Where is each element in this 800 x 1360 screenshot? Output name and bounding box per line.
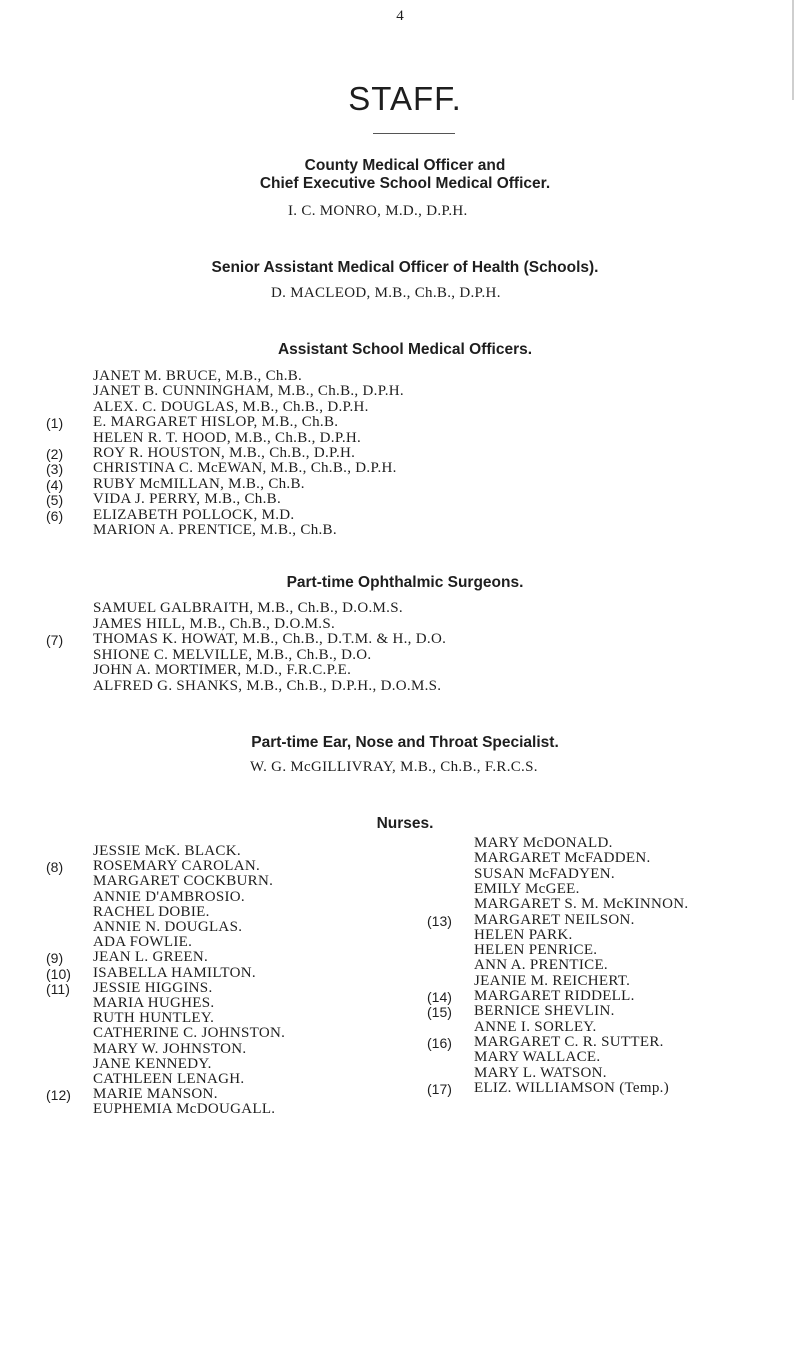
nurse-name: JEAN L. GREEN.: [93, 949, 209, 966]
ophth-name: THOMAS K. HOWAT, M.B., Ch.B., D.T.M. & H., D.O.: [93, 631, 447, 648]
asmo-name: ELIZABETH POLLOCK, M.D.: [93, 506, 295, 523]
nurse-name: HELEN PARK.: [474, 926, 573, 943]
nurse-name: MARIA HUGHES.: [93, 995, 215, 1011]
nurse-name: JESSIE HIGGINS.: [93, 979, 213, 996]
title-rule: [373, 133, 455, 134]
nurse-name: ADA FOWLIE.: [93, 934, 193, 951]
nurse-name: CATHERINE C. JOHNSTON.: [93, 1025, 286, 1042]
asmo-footnote-marker: (3): [46, 461, 64, 478]
nurses-heading: Nurses.: [376, 815, 434, 832]
ophth-name: JAMES HILL, M.B., Ch.B., D.O.M.S.: [93, 615, 336, 632]
nurse-name: EUPHEMIA McDOUGALL.: [93, 1101, 276, 1118]
nurse-name: JANE KENNEDY.: [93, 1055, 212, 1072]
asmo-name: ROY R. HOUSTON, M.B., Ch.B., D.P.H.: [93, 445, 356, 461]
nurse-name: ANN A. PRENTICE.: [474, 957, 608, 974]
nurse-name: MARY WALLACE.: [474, 1049, 601, 1066]
nurse-name: MARGARET McFADDEN.: [474, 850, 651, 867]
nurse-name: SUSAN McFADYEN.: [474, 865, 615, 882]
nurse-footnote-marker: (13): [427, 912, 452, 929]
asmo-name: VIDA J. PERRY, M.B., Ch.B.: [93, 491, 281, 508]
asmo-footnote-marker: (2): [46, 446, 64, 462]
nurse-name: MARGARET COCKBURN.: [93, 873, 274, 890]
ent-heading: Part-time Ear, Nose and Throat Specialist.: [251, 734, 559, 751]
nurse-footnote-marker: (12): [46, 1087, 71, 1104]
nurse-name: ANNIE N. DOUGLAS.: [93, 919, 243, 935]
ophth-name: SHIONE C. MELVILLE, M.B., Ch.B., D.O.: [93, 646, 372, 663]
asmo-footnote-marker: (5): [46, 492, 64, 509]
ophth-name: JOHN A. MORTIMER, M.D., F.R.C.P.E.: [93, 662, 352, 679]
asmo-name: CHRISTINA C. McEWAN, M.B., Ch.B., D.P.H.: [93, 460, 397, 477]
cmo-heading-line1: County Medical Officer and: [304, 157, 506, 174]
nurse-name: MARIE MANSON.: [93, 1086, 218, 1103]
nurse-name: MARY W. JOHNSTON.: [93, 1040, 247, 1057]
nurse-name: MARGARET S. M. McKINNON.: [474, 896, 689, 913]
nurse-name: MARY L. WATSON.: [474, 1064, 607, 1081]
nurse-name: ISABELLA HAMILTON.: [93, 964, 256, 981]
nurse-name: ANNIE D'AMBROSIO.: [93, 888, 245, 905]
nurse-name: EMILY McGEE.: [474, 880, 580, 897]
asmo-name: ALEX. C. DOUGLAS, M.B., Ch.B., D.P.H.: [93, 398, 369, 415]
nurse-footnote-marker: (8): [46, 859, 64, 876]
nurse-footnote-marker: (17): [427, 1080, 452, 1097]
page-title: STAFF.: [348, 80, 462, 117]
asmo-name: JANET B. CUNNINGHAM, M.B., Ch.B., D.P.H.: [93, 383, 404, 400]
ophth-name: SAMUEL GALBRAITH, M.B., Ch.B., D.O.M.S.: [93, 600, 403, 616]
asmo-footnote-marker: (1): [46, 415, 64, 432]
asmo-name: JANET M. BRUCE, M.B., Ch.B.: [93, 368, 303, 384]
nurse-footnote-marker: (15): [427, 1004, 452, 1021]
ophth-heading: Part-time Ophthalmic Surgeons.: [286, 574, 524, 591]
ophth-name: ALFRED G. SHANKS, M.B., Ch.B., D.P.H., D.O.M.S.: [93, 678, 442, 694]
asmo-footnote-marker: (4): [46, 476, 64, 493]
nurse-name: MARGARET NEILSON.: [474, 911, 635, 928]
nurse-name: ROSEMARY CAROLAN.: [93, 858, 261, 875]
nurse-name: RUTH HUNTLEY.: [93, 1010, 215, 1027]
asmo-name: E. MARGARET HISLOP, M.B., Ch.B.: [93, 414, 339, 431]
asmo-name: HELEN R. T. HOOD, M.B., Ch.B., D.P.H.: [93, 429, 362, 446]
nurse-name: HELEN PENRICE.: [474, 942, 598, 959]
nurse-name: RACHEL DOBIE.: [93, 903, 210, 920]
nurse-name: JEANIE M. REICHERT.: [474, 972, 631, 989]
nurse-footnote-marker: (10): [46, 965, 71, 982]
nurse-footnote-marker: (14): [427, 989, 452, 1005]
ophth-footnote-marker: (7): [46, 632, 64, 649]
nurse-name: JESSIE McK. BLACK.: [93, 843, 241, 859]
nurse-footnote-marker: (9): [46, 950, 64, 967]
nurse-name: BERNICE SHEVLIN.: [474, 1003, 615, 1020]
page-number: 4: [396, 8, 404, 24]
asmo-name: MARION A. PRENTICE, M.B., Ch.B.: [93, 522, 337, 538]
asmo-heading: Assistant School Medical Officers.: [277, 341, 533, 358]
nurse-footnote-marker: (16): [427, 1034, 452, 1051]
nurse-name: ELIZ. WILLIAMSON (Temp.): [474, 1079, 669, 1096]
cmo-name: I. C. MONRO, M.D., D.P.H.: [288, 203, 468, 219]
cmo-heading-line2: Chief Executive School Medical Officer.: [259, 175, 551, 192]
nurse-name: MARGARET RIDDELL.: [474, 988, 635, 1004]
senior-heading: Senior Assistant Medical Officer of Health (Schools).: [211, 259, 599, 276]
senior-name: D. MACLEOD, M.B., Ch.B., D.P.H.: [271, 285, 501, 301]
asmo-footnote-marker: (6): [46, 507, 64, 524]
nurse-name: MARGARET C. R. SUTTER.: [474, 1033, 664, 1050]
nurse-footnote-marker: (11): [46, 980, 70, 997]
nurse-name: CATHLEEN LENAGH.: [93, 1071, 245, 1087]
nurse-name: ANNE I. SORLEY.: [474, 1018, 597, 1035]
ent-name: W. G. McGILLIVRAY, M.B., Ch.B., F.R.C.S.: [250, 759, 538, 775]
nurse-name: MARY McDONALD.: [474, 835, 613, 851]
asmo-name: RUBY McMILLAN, M.B., Ch.B.: [93, 475, 305, 492]
